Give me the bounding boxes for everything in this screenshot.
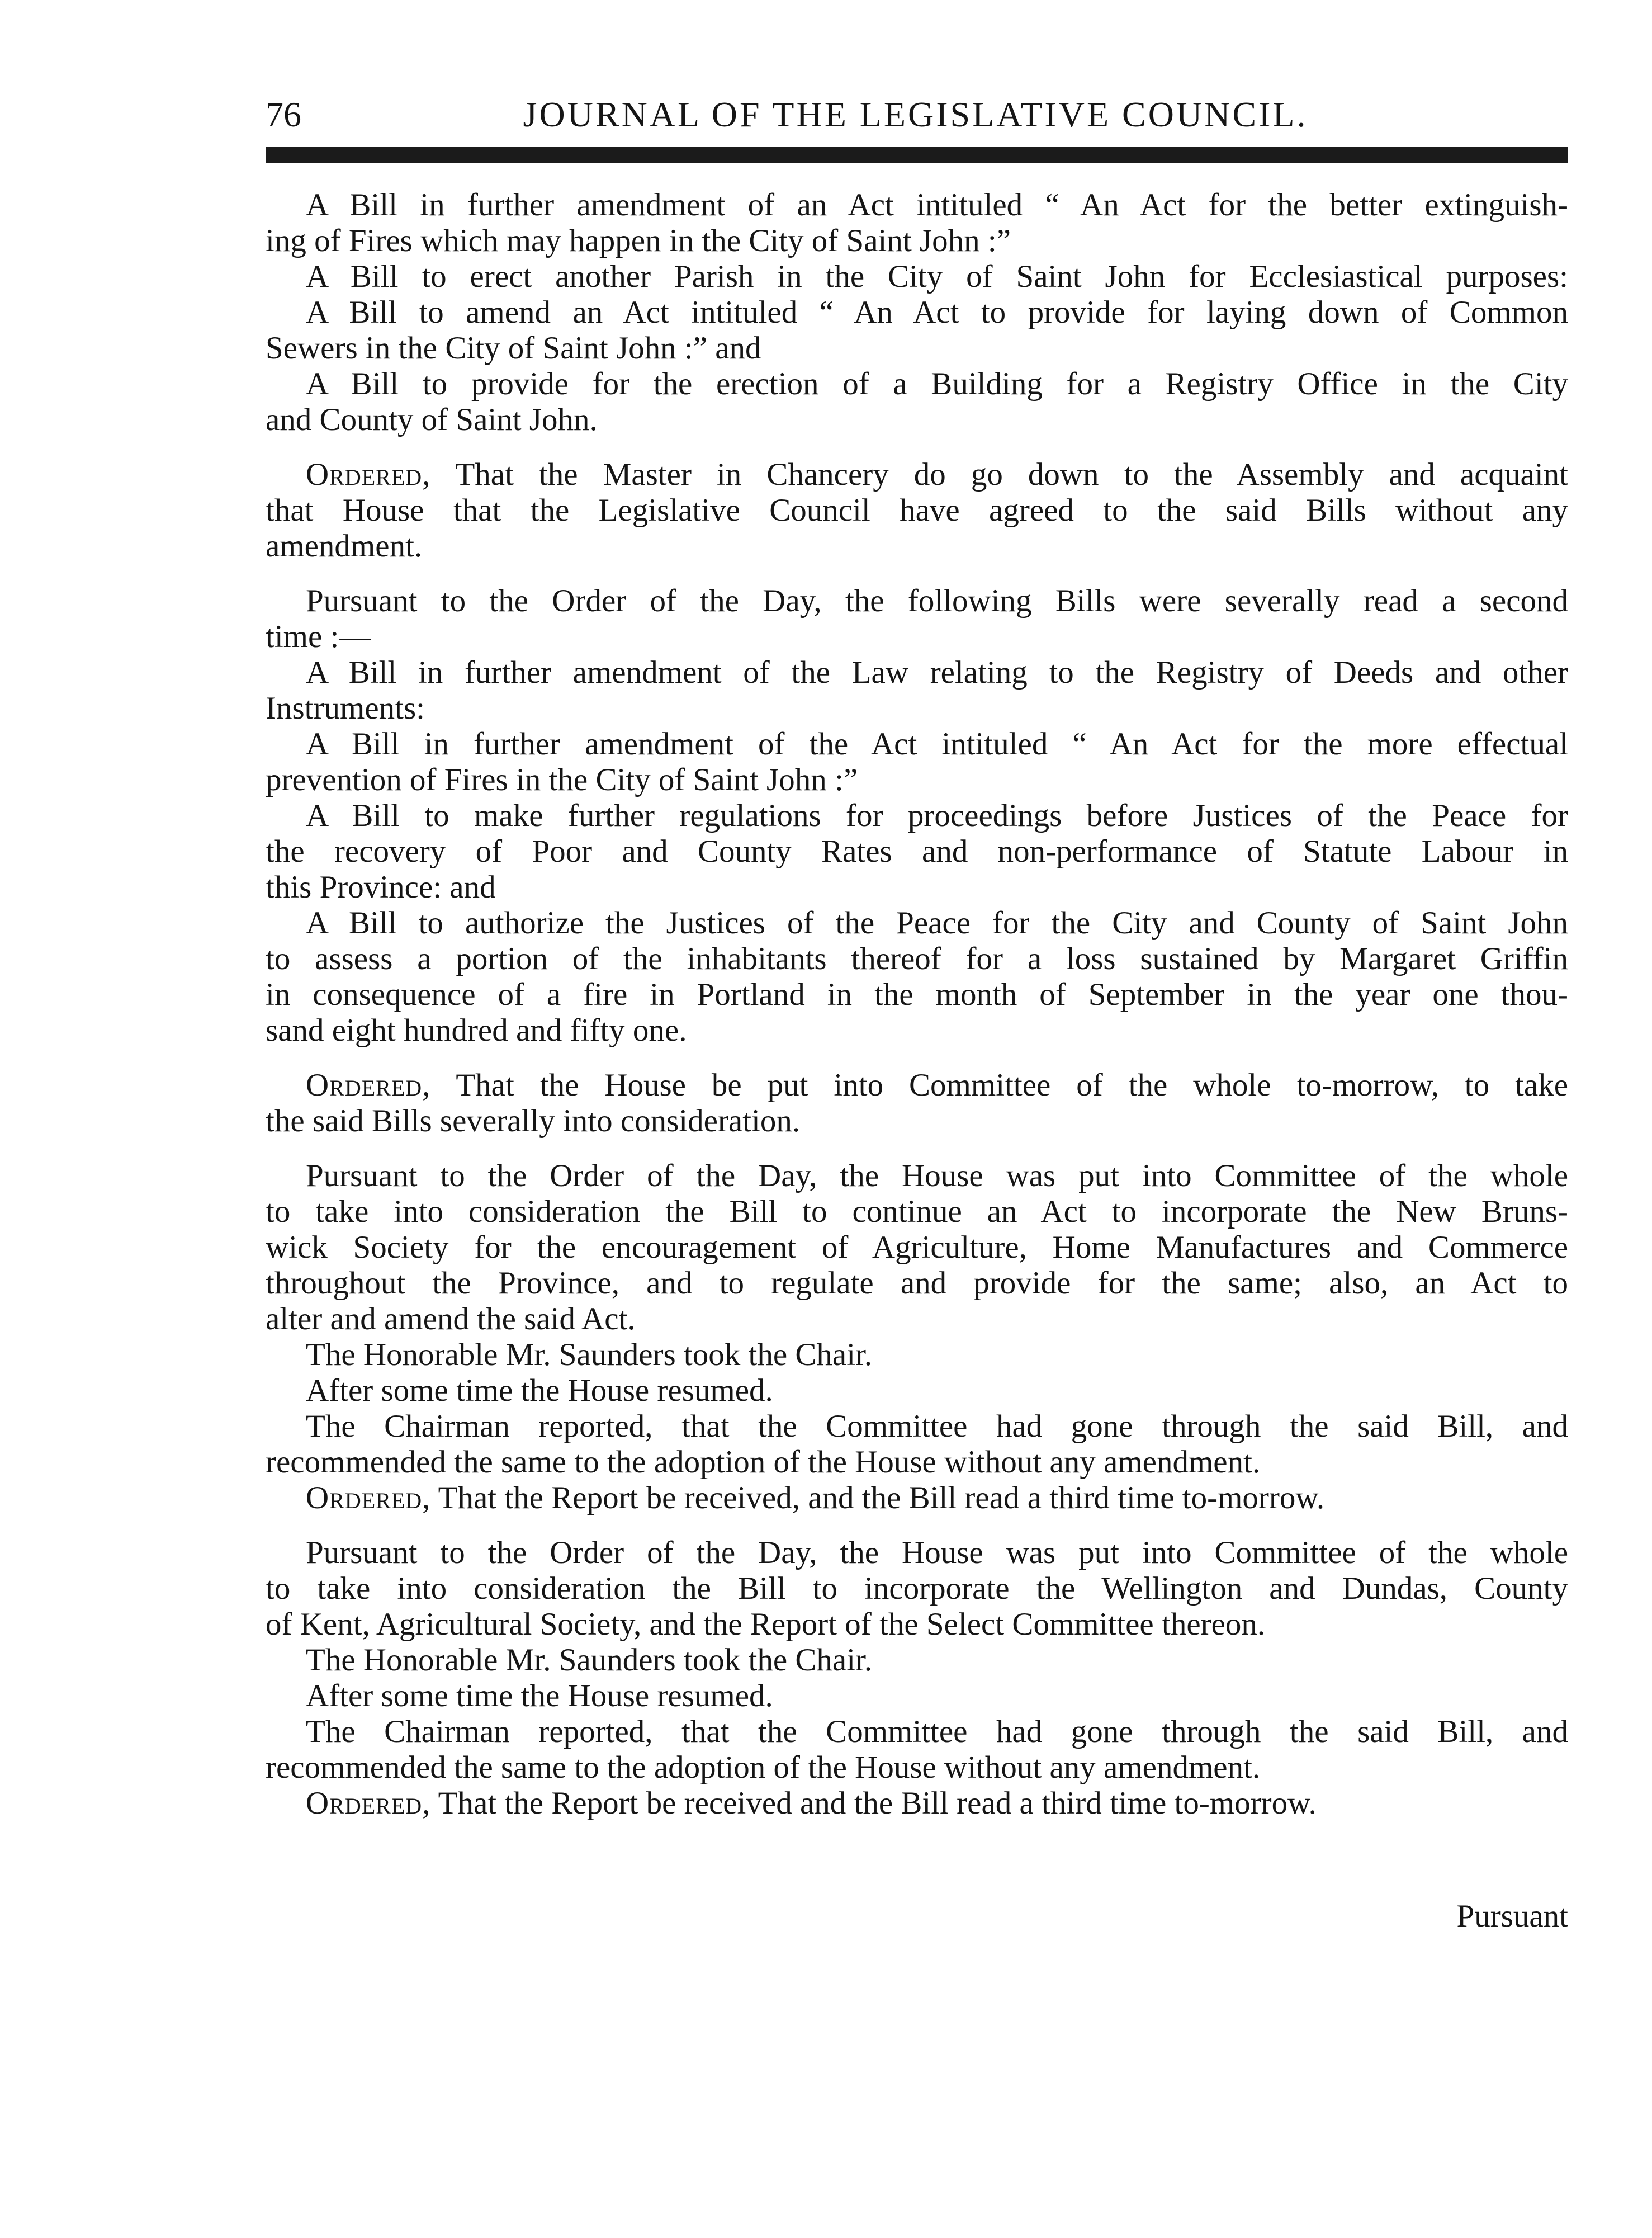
text-line: of Kent, Agricultural Society, and the Report of the Select Committee thereon.: [266, 1607, 1266, 1642]
text-line: alter and amend the said Act.: [266, 1301, 636, 1337]
text-line: sand eight hundred and fifty one.: [266, 1013, 687, 1048]
text-line: A Bill to provide for the erection of a Building for a Registry Office in the City: [306, 366, 1568, 402]
ordered-label: Ordered,: [306, 1480, 431, 1515]
text-line: The Honorable Mr. Saunders took the Chair.: [306, 1642, 873, 1678]
text-line: to take into consideration the Bill to incorporate the Wellington and Dundas, County: [266, 1571, 1568, 1606]
line-text: That the House be put into Committee of the whole to-morrow, to take: [456, 1068, 1568, 1103]
text-line: Pursuant to the Order of the Day, the following Bills were severally read a second: [306, 583, 1568, 618]
text-line: The Chairman reported, that the Committee had gone through the said Bill, and: [306, 1714, 1568, 1749]
catchword: Pursuant: [1456, 1899, 1568, 1934]
header-rule: [266, 147, 1568, 163]
text-line: A Bill to authorize the Justices of the Peace for the City and County of Saint John: [306, 905, 1568, 941]
text-line: A Bill to make further regulations for proceedings before Justices of the Peace for: [306, 798, 1568, 833]
text-line: throughout the Province, and to regulate and provide for the same; also, an Act to: [266, 1266, 1568, 1301]
text-line: A Bill to amend an Act intituled “ An Act to provide for laying down of Common: [306, 295, 1568, 330]
text-line: A Bill in further amendment of the Law relating to the Registry of Deeds and other: [306, 655, 1568, 690]
text-line: the said Bills severally into consideration.: [266, 1103, 801, 1139]
text-line: to assess a portion of the inhabitants thereof for a loss sustained by Margaret Griffin: [266, 941, 1568, 976]
journal-body: [266, 187, 1568, 1821]
text-line: [266, 1786, 1568, 1821]
text-line: The Chairman reported, that the Committee had gone through the said Bill, and: [306, 1409, 1568, 1444]
text-line: this Province: and: [266, 870, 496, 905]
text-line: [266, 1480, 1568, 1516]
text-line: The Honorable Mr. Saunders took the Chair.: [306, 1337, 873, 1372]
text-line: wick Society for the encouragement of Agriculture, Home Manufactures and Commerce: [266, 1230, 1568, 1265]
text-line: amendment.: [266, 528, 423, 564]
line-text: That the Report be received, and the Bill read a third time to-morrow.: [438, 1480, 1325, 1515]
line-text: That the Master in Chancery do go down to the Assembly and acquaint: [455, 457, 1568, 492]
line-text: That the Report be received and the Bill read a third time to-morrow.: [438, 1786, 1317, 1821]
text-line: to take into consideration the Bill to continue an Act to incorporate the New Bruns-: [266, 1194, 1568, 1229]
text-line: A Bill in further amendment of the Act intituled “ An Act for the more effectual: [306, 726, 1568, 762]
text-line: After some time the House resumed.: [306, 1678, 773, 1713]
text-line: that House that the Legislative Council have agreed to the said Bills without any: [266, 493, 1568, 528]
text-line: time :—: [266, 619, 371, 654]
text-line: Pursuant to the Order of the Day, the House was put into Committee of the whole: [306, 1158, 1568, 1193]
running-title: JOURNAL OF THE LEGISLATIVE COUNCIL.: [523, 95, 1308, 134]
text-line: Sewers in the City of Saint John :” and: [266, 330, 761, 366]
text-line: [266, 1068, 1568, 1103]
text-line: Pursuant to the Order of the Day, the House was put into Committee of the whole: [306, 1535, 1568, 1570]
page-header: [266, 92, 1565, 143]
text-line: prevention of Fires in the City of Saint John :”: [266, 762, 858, 797]
text-line: A Bill in further amendment of an Act intituled “ An Act for the better extinguish-: [306, 187, 1568, 223]
text-line: recommended the same to the adoption of the House without any amendment.: [266, 1750, 1261, 1785]
text-line: in consequence of a fire in Portland in the month of September in the year one thou-: [266, 977, 1568, 1012]
ordered-label: Ordered,: [306, 457, 431, 492]
text-line: ing of Fires which may happen in the City of Saint John :”: [266, 223, 1011, 258]
text-line: A Bill to erect another Parish in the City of Saint John for Ecclesiastical purposes:: [306, 259, 1568, 294]
text-line: and County of Saint John.: [266, 402, 598, 437]
page-number: 76: [266, 95, 301, 134]
text-line: After some time the House resumed.: [306, 1373, 773, 1408]
text-line: [266, 457, 1568, 493]
text-line: the recovery of Poor and County Rates and non-performance of Statute Labour in: [266, 834, 1568, 869]
text-line: recommended the same to the adoption of the House without any amendment.: [266, 1444, 1261, 1480]
ordered-label: Ordered,: [306, 1068, 431, 1103]
text-line: Instruments:: [266, 691, 425, 726]
ordered-label: Ordered,: [306, 1786, 431, 1821]
